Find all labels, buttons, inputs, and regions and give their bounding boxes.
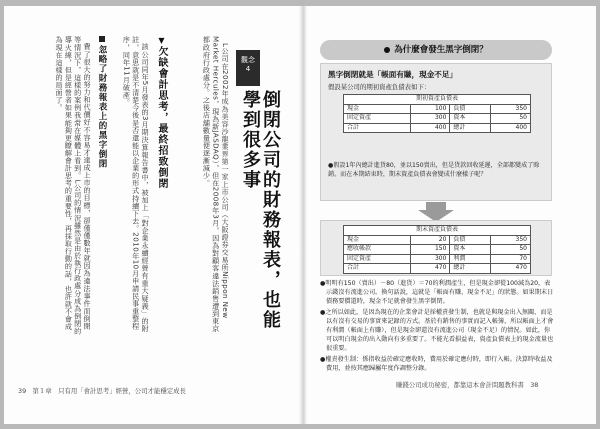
table-row: 合計 470 總計 470 bbox=[344, 264, 531, 274]
opening-balance-sheet bbox=[343, 94, 531, 133]
box-title: 黑字倒閉就是「帳面有賺，現金不足」 bbox=[328, 70, 458, 79]
table-row: 應收帳款 150 資本 50 bbox=[344, 245, 531, 255]
explanation-notes bbox=[320, 279, 554, 374]
square-bullet-icon bbox=[99, 36, 105, 42]
table-caption: 期末資產負債表 bbox=[344, 226, 531, 236]
note-3: ●權責發生制：係指收益於確定應收時，費用於確定應付時，即行入帳。決算時收益及費用，並按其應歸屬年度作調整分錄。 bbox=[320, 355, 553, 372]
table-row: 固定資產 300 利潤 70 bbox=[344, 254, 531, 264]
box-question-text: ●假設1年內總計進貨80，並以150賣出，但是貨款回收延遲，全部都變成了賒銷。而在本期結束時，期末資產負債表會變成什麼樣子呢？ bbox=[328, 162, 540, 178]
table-row: 固定資產 300 資本 50 bbox=[344, 114, 531, 124]
triangle-bullet-icon: ▼ bbox=[157, 36, 166, 46]
dot-icon bbox=[384, 47, 390, 53]
box-subtitle: 假設某公司的期初資產負債表如下： bbox=[328, 83, 431, 91]
table-caption: 期初資產負債表 bbox=[344, 95, 531, 105]
note-1: ●明明有150（賣出）－80（進貨）＝70的利潤產生，但是現金卻從100減為20，表示錢沒有流進公司。換句話說，這就是「帳面有賺，現金不足」的狀態。如果期末日債務要償還時，現金不足就會發生黑字倒閉。 bbox=[320, 280, 554, 306]
intro-paragraph: L公司在2002年成為美容沙龍業界第一家上市公司（大阪證券交易所Nippon New Market Hercules，現為新JASDAQ），但在2008年3月，因為對顧客違法銷售遭到東京都政府行政處分。之後店舖數量便逐漸減少。 bbox=[202, 36, 230, 333]
question-header: 為什麼會發生黑字倒閉？ bbox=[320, 40, 552, 60]
example-box bbox=[320, 63, 552, 201]
note-2: ●之所以如此，是因為現在的企業會計是採權責發生制，也就是與現金出入無關，而是以有沒有交易的事實來記錄的方式。基於有銷售的事實而記入帳簿，所以帳面上才會有利潤（帳面上有賺），但是現金卻還沒有流進公司（現金不足）的情況。如此，你可以明白現金的出入動向有多重要了。不能光看損益表，資產負債表上的現金流量也很重要。 bbox=[320, 308, 554, 353]
closing-balance-sheet bbox=[343, 225, 531, 274]
section-1-paragraph: 該公司同年5月發表的3月期決算報告書中，被加上「對企業永續經營有重大疑義」的附註，意思就是不清楚今後是否還能以企業的形式持續下去。2010年10月申請民事重整程序，同年11月破產。 bbox=[122, 36, 150, 333]
chapter-title: 倒閉公司的財務報表，也能學到很多事 bbox=[240, 90, 281, 330]
table-row: 現金 20 負債 350 bbox=[344, 235, 531, 245]
left-page-footer: 39 第１章 只有用「會計思考」經營，公司才能穩定成長 bbox=[18, 387, 186, 395]
section-heading-1: ▼欠缺會計思考，最終招致倒閉 bbox=[156, 36, 167, 189]
ending-box bbox=[320, 220, 552, 276]
section-heading-2: 忽略了財務報表上的黑字倒閉 bbox=[96, 36, 108, 216]
table-row: 現金 100 負債 350 bbox=[344, 104, 531, 114]
concept-badge: 觀念 4 bbox=[236, 50, 260, 86]
book-spine bbox=[299, 6, 307, 424]
table-row: 合計 400 總計 400 bbox=[344, 123, 531, 133]
down-arrow-icon bbox=[418, 202, 454, 222]
right-page-footer: 賺錢公司成功秘密，都靠這本會計問題教科書 38 bbox=[396, 381, 539, 389]
section-2-paragraph: 費了很大的努力和代價好不容易才達成上市的目標，卻僅僅數年就因為違法事件而倒閉等情況下，這樣的案例我常在媒體上看到。L公司的情況雖然是由於執行政處分成為倒閉的導火線，但是經營者如果能夠更瞭解會計思考的重要性，再採取行動的話，也許就不會成為現在這樣的局面了。 bbox=[55, 36, 92, 335]
